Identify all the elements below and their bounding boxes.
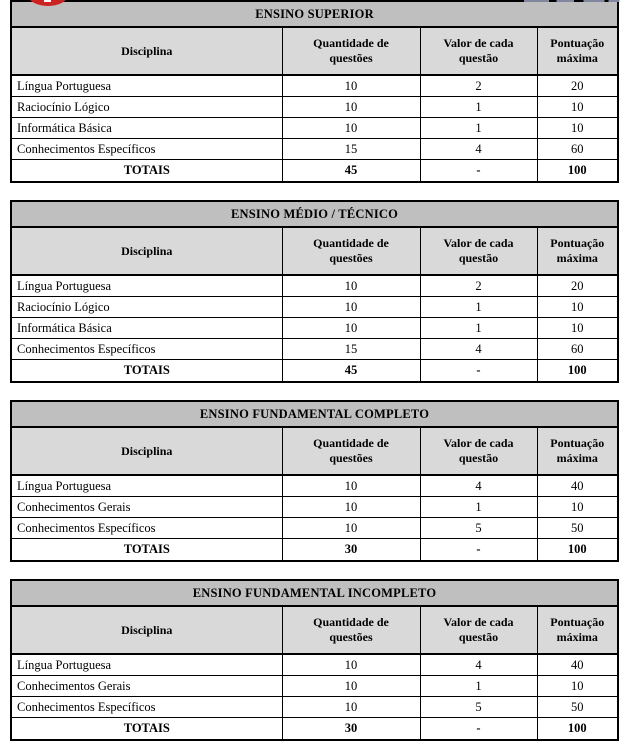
table-header-row (11, 27, 618, 75)
column-header-valor (420, 27, 537, 75)
column-header-pontuacao-line2: máxima (556, 51, 598, 65)
column-header-valor-line2: questão (458, 630, 499, 644)
column-header-quantidade-line2: questões (329, 451, 373, 465)
column-header-quantidade (282, 227, 420, 275)
table-row (11, 697, 618, 718)
column-header-disciplina: Disciplina (11, 427, 282, 475)
column-header-quantidade-line1: Quantidade de (313, 436, 389, 450)
cell-quantidade: 10 (282, 518, 420, 539)
table-row (11, 97, 618, 118)
table-row (11, 75, 618, 97)
cell-pontuacao: 40 (537, 654, 618, 676)
cell-pontuacao: 20 (537, 275, 618, 297)
column-header-quantidade-line2: questões (329, 630, 373, 644)
column-header-quantidade-line1: Quantidade de (313, 236, 389, 250)
table-title: ENSINO FUNDAMENTAL COMPLETO (11, 401, 618, 427)
table-title-row (11, 201, 618, 227)
table-title-row (11, 580, 618, 606)
cell-quantidade: 10 (282, 654, 420, 676)
table-row (11, 497, 618, 518)
column-header-pontuacao-line1: Pontuação (550, 36, 605, 50)
cell-quantidade: 10 (282, 497, 420, 518)
column-header-valor (420, 606, 537, 654)
totals-label: TOTAIS (11, 718, 282, 741)
totals-valor: - (420, 160, 537, 183)
column-header-pontuacao-line1: Pontuação (550, 436, 605, 450)
cell-quantidade: 10 (282, 676, 420, 697)
cell-pontuacao: 60 (537, 139, 618, 160)
cell-valor: 1 (420, 97, 537, 118)
column-header-quantidade (282, 427, 420, 475)
cell-disciplina: Conhecimentos Específicos (11, 697, 282, 718)
cell-valor: 2 (420, 275, 537, 297)
table-totals-row (11, 539, 618, 562)
cell-pontuacao: 10 (537, 97, 618, 118)
column-header-disciplina: Disciplina (11, 27, 282, 75)
totals-valor: - (420, 360, 537, 383)
column-header-disciplina: Disciplina (11, 227, 282, 275)
table-header-row (11, 606, 618, 654)
score-table (10, 0, 619, 183)
table-title-row (11, 401, 618, 427)
column-header-pontuacao-line2: máxima (556, 451, 598, 465)
column-header-quantidade (282, 27, 420, 75)
column-header-pontuacao (537, 27, 618, 75)
cell-disciplina: Conhecimentos Específicos (11, 139, 282, 160)
cell-valor: 1 (420, 497, 537, 518)
score-table (10, 200, 619, 383)
column-header-quantidade (282, 606, 420, 654)
cell-valor: 5 (420, 518, 537, 539)
cell-pontuacao: 60 (537, 339, 618, 360)
totals-pontuacao: 100 (537, 718, 618, 741)
cell-quantidade: 15 (282, 339, 420, 360)
cell-pontuacao: 50 (537, 697, 618, 718)
cell-disciplina: Conhecimentos Específicos (11, 518, 282, 539)
cell-pontuacao: 10 (537, 118, 618, 139)
cell-valor: 1 (420, 676, 537, 697)
cell-disciplina: Língua Portuguesa (11, 475, 282, 497)
column-header-pontuacao (537, 606, 618, 654)
table-row (11, 297, 618, 318)
column-header-quantidade-line2: questões (329, 251, 373, 265)
totals-quantidade: 30 (282, 539, 420, 562)
cell-pontuacao: 10 (537, 318, 618, 339)
column-header-pontuacao-line2: máxima (556, 251, 598, 265)
cell-pontuacao: 40 (537, 475, 618, 497)
column-header-valor-line2: questão (458, 451, 499, 465)
cell-disciplina: Informática Básica (11, 318, 282, 339)
cell-disciplina: Raciocínio Lógico (11, 97, 282, 118)
column-header-valor-line2: questão (458, 51, 499, 65)
column-header-pontuacao (537, 427, 618, 475)
cell-quantidade: 15 (282, 139, 420, 160)
cell-valor: 1 (420, 318, 537, 339)
page-header-text-fragment (524, 0, 620, 2)
table-row (11, 339, 618, 360)
column-header-valor-line1: Valor de cada (443, 615, 514, 629)
cell-valor: 4 (420, 654, 537, 676)
table-totals-row (11, 160, 618, 183)
cell-disciplina: Língua Portuguesa (11, 75, 282, 97)
column-header-pontuacao-line2: máxima (556, 630, 598, 644)
table-row (11, 318, 618, 339)
cell-quantidade: 10 (282, 297, 420, 318)
totals-quantidade: 45 (282, 160, 420, 183)
column-header-valor-line1: Valor de cada (443, 36, 514, 50)
cell-valor: 5 (420, 697, 537, 718)
column-header-valor-line1: Valor de cada (443, 236, 514, 250)
column-header-valor-line1: Valor de cada (443, 436, 514, 450)
cell-quantidade: 10 (282, 697, 420, 718)
table-row (11, 475, 618, 497)
cell-disciplina: Informática Básica (11, 118, 282, 139)
cell-disciplina: Conhecimentos Gerais (11, 676, 282, 697)
column-header-pontuacao (537, 227, 618, 275)
totals-quantidade: 30 (282, 718, 420, 741)
cell-valor: 4 (420, 475, 537, 497)
column-header-valor-line2: questão (458, 251, 499, 265)
column-header-disciplina: Disciplina (11, 606, 282, 654)
score-table (10, 400, 619, 562)
table-row (11, 654, 618, 676)
cell-pontuacao: 10 (537, 497, 618, 518)
totals-label: TOTAIS (11, 160, 282, 183)
table-totals-row (11, 360, 618, 383)
totals-valor: - (420, 718, 537, 741)
totals-pontuacao: 100 (537, 360, 618, 383)
cell-quantidade: 10 (282, 275, 420, 297)
column-header-quantidade-line1: Quantidade de (313, 615, 389, 629)
totals-label: TOTAIS (11, 539, 282, 562)
column-header-quantidade-line1: Quantidade de (313, 36, 389, 50)
totals-quantidade: 45 (282, 360, 420, 383)
cell-valor: 4 (420, 139, 537, 160)
cell-valor: 1 (420, 118, 537, 139)
cell-pontuacao: 10 (537, 676, 618, 697)
table-title: ENSINO MÉDIO / TÉCNICO (11, 201, 618, 227)
table-row (11, 118, 618, 139)
cell-pontuacao: 50 (537, 518, 618, 539)
table-title: ENSINO FUNDAMENTAL INCOMPLETO (11, 580, 618, 606)
table-row (11, 139, 618, 160)
cell-quantidade: 10 (282, 318, 420, 339)
cell-valor: 4 (420, 339, 537, 360)
cell-quantidade: 10 (282, 118, 420, 139)
column-header-quantidade-line2: questões (329, 51, 373, 65)
totals-pontuacao: 100 (537, 539, 618, 562)
cell-quantidade: 10 (282, 475, 420, 497)
cell-disciplina: Língua Portuguesa (11, 275, 282, 297)
column-header-valor (420, 427, 537, 475)
column-header-pontuacao-line1: Pontuação (550, 615, 605, 629)
score-table (10, 579, 619, 741)
cell-disciplina: Conhecimentos Gerais (11, 497, 282, 518)
institution-logo-icon (28, 0, 68, 6)
totals-pontuacao: 100 (537, 160, 618, 183)
table-row (11, 518, 618, 539)
cell-pontuacao: 20 (537, 75, 618, 97)
cell-valor: 2 (420, 75, 537, 97)
table-row (11, 275, 618, 297)
column-header-valor (420, 227, 537, 275)
totals-valor: - (420, 539, 537, 562)
cell-disciplina: Língua Portuguesa (11, 654, 282, 676)
cell-disciplina: Raciocínio Lógico (11, 297, 282, 318)
table-header-row (11, 427, 618, 475)
table-row (11, 676, 618, 697)
cell-pontuacao: 10 (537, 297, 618, 318)
column-header-pontuacao-line1: Pontuação (550, 236, 605, 250)
cell-quantidade: 10 (282, 97, 420, 118)
table-header-row (11, 227, 618, 275)
totals-label: TOTAIS (11, 360, 282, 383)
cell-valor: 1 (420, 297, 537, 318)
cell-quantidade: 10 (282, 75, 420, 97)
page-top-artifacts (0, 0, 628, 8)
cell-disciplina: Conhecimentos Específicos (11, 339, 282, 360)
table-title: ENSINO SUPERIOR (11, 1, 618, 27)
